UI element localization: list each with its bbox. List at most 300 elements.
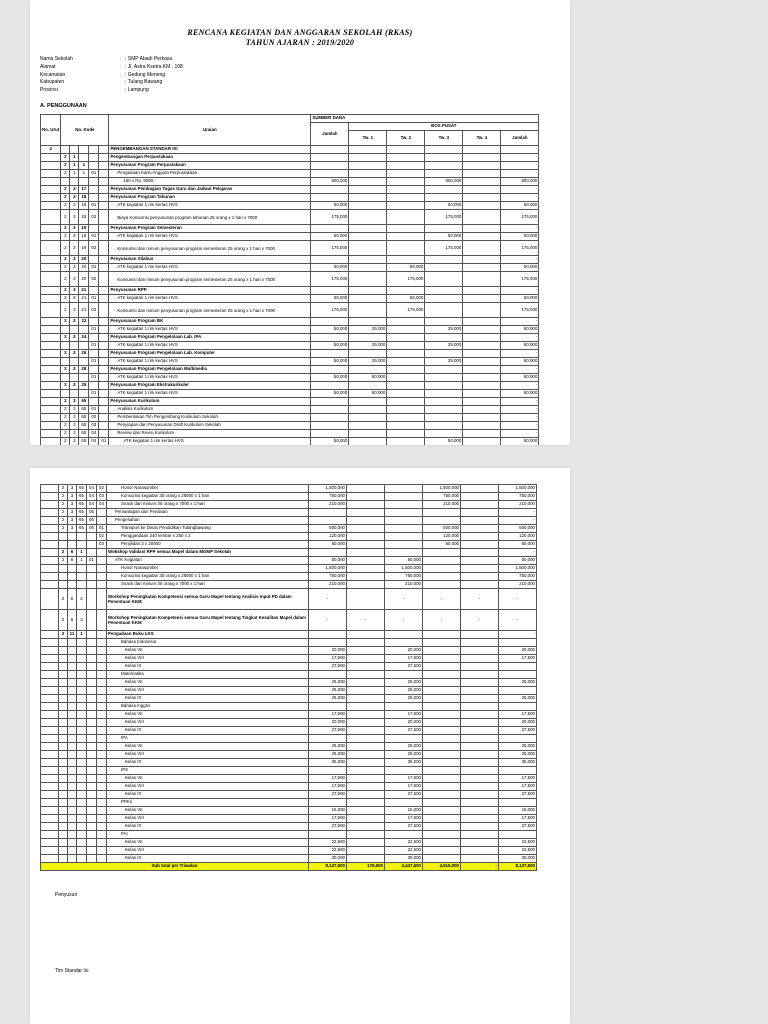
- cell-kode-5: [99, 382, 109, 390]
- cell-kode-5: 01: [97, 525, 107, 533]
- cell-tw4: [461, 533, 499, 541]
- cell-kode-3: [77, 647, 87, 655]
- cell-kode-1: 2: [59, 557, 68, 565]
- cell-kode-3: [79, 374, 89, 382]
- cell-kode-2: [68, 791, 77, 799]
- cell-kode-1: [59, 711, 68, 719]
- cell-kode-2: [68, 767, 77, 775]
- cell-tw1: [349, 225, 387, 233]
- cell-uraian: Transport ke Dinas Pendidikan Tulangbawang: [107, 525, 309, 533]
- cell-tw1: [349, 194, 387, 202]
- cell-tw3: 1,500,000: [423, 485, 461, 493]
- cell-tw2: [387, 350, 425, 358]
- table-row: [41, 225, 539, 233]
- cell-tw1: [347, 517, 385, 525]
- cell-tw1: [347, 759, 385, 767]
- cell-no-urut: [41, 719, 59, 727]
- cell-tw4: [463, 303, 501, 318]
- cell-kode-2: [68, 639, 77, 647]
- cell-tw2: [387, 146, 425, 154]
- cell-jumlah: [311, 414, 349, 422]
- cell-kode-1: [59, 855, 68, 863]
- cell-kode-2: [68, 679, 77, 687]
- cell-no-urut: [41, 639, 59, 647]
- cell-kode-3: [77, 799, 87, 807]
- cell-tw2: [385, 501, 423, 509]
- cell-kode-1: 2: [61, 162, 70, 170]
- cell-no-urut: [41, 256, 61, 264]
- cell-tw4: [461, 557, 499, 565]
- cell-tw2: [385, 541, 423, 549]
- cell-tw1: [349, 303, 387, 318]
- cell-kode-3: [77, 839, 87, 847]
- cell-tw3: 500,000: [423, 525, 461, 533]
- cell-jumlah: [309, 799, 347, 807]
- cell-tw4: [461, 703, 499, 711]
- cell-tw2: [385, 533, 423, 541]
- table-row: [41, 541, 537, 549]
- cell-kode-1: 2: [59, 509, 68, 517]
- cell-kode-2: 3: [70, 202, 79, 210]
- cell-tw4: [463, 256, 501, 264]
- cell-kode-5: [99, 154, 109, 162]
- cell-kode-1: [61, 146, 70, 154]
- cell-tw2: [387, 178, 425, 186]
- cell-tw1: [349, 318, 387, 326]
- cell-kode-1: [61, 374, 70, 382]
- cell-kode-3: 65: [77, 509, 87, 517]
- cell-kode-1: 2: [61, 170, 70, 178]
- cell-kode-1: [59, 647, 68, 655]
- cell-kode-3: [77, 695, 87, 703]
- cell-total: -: [499, 549, 537, 557]
- table-row: [41, 581, 537, 589]
- cell-uraian: Pemantapan dan Penilaian: [107, 509, 309, 517]
- cell-total: 210,000: [499, 501, 537, 509]
- cell-tw3: 50,000: [425, 233, 463, 241]
- table-row: [41, 366, 539, 374]
- cell-tw4: [463, 406, 501, 414]
- cell-kode-5: [99, 264, 109, 272]
- cell-tw3: [423, 799, 461, 807]
- cell-total: 22,500: [499, 839, 537, 847]
- cell-kode-1: [59, 847, 68, 855]
- cell-kode-5: [99, 398, 109, 406]
- cell-tw1: [347, 663, 385, 671]
- cell-kode-3: [77, 855, 87, 863]
- cell-uraian: Penyusunan Program Pengelolaan Multimedia: [109, 366, 311, 374]
- cell-no-urut: [41, 679, 59, 687]
- cell-kode-3: [77, 775, 87, 783]
- cell-tw1: [349, 295, 387, 303]
- cell-kode-5: [97, 719, 107, 727]
- cell-kode-4: [87, 719, 97, 727]
- cell-uraian: Kelas VIII: [107, 751, 309, 759]
- cell-tw3: [425, 256, 463, 264]
- cell-tw1: [347, 831, 385, 839]
- table-row: [41, 295, 539, 303]
- school-info-row: [40, 56, 183, 64]
- cell-kode-3: 65: [77, 517, 87, 525]
- cell-tw4: [461, 695, 499, 703]
- cell-uraian: Penyusunan Kurikulum: [109, 398, 311, 406]
- cell-kode-5: 03: [97, 541, 107, 549]
- cell-total: 20,000: [499, 719, 537, 727]
- cell-kode-5: [97, 679, 107, 687]
- cell-tw3: 750,000: [423, 493, 461, 501]
- cell-kode-4: [87, 589, 97, 610]
- cell-jumlah: 25,000: [309, 751, 347, 759]
- cell-kode-4: 01: [89, 342, 99, 350]
- cell-uraian: Penyusunan RPP: [109, 287, 311, 295]
- cell-total: 17,500: [499, 783, 537, 791]
- cell-total: 17,500: [499, 655, 537, 663]
- cell-jumlah: 750,000: [309, 493, 347, 501]
- table-row: [41, 210, 539, 225]
- subtotal-tw3: 4,515,000: [423, 863, 461, 871]
- school-info-value: : Lampung: [125, 87, 149, 94]
- cell-tw2: [387, 366, 425, 374]
- cell-kode-4: 06: [87, 517, 97, 525]
- cell-kode-3: 65: [79, 422, 89, 430]
- table-row: [41, 485, 537, 493]
- cell-tw3: [425, 303, 463, 318]
- cell-kode-2: [68, 823, 77, 831]
- table-row: [41, 256, 539, 264]
- cell-tw1: 25,000: [349, 326, 387, 334]
- cell-value: -: [309, 589, 347, 610]
- cell-kode-3: 19: [79, 225, 89, 233]
- cell-tw2: 30,000: [385, 855, 423, 863]
- cell-kode-1: [59, 533, 68, 541]
- cell-kode-3: [77, 581, 87, 589]
- cell-kode-5: [99, 256, 109, 264]
- school-info-label: Alamat: [40, 63, 56, 70]
- table-row: [41, 671, 537, 679]
- cell-tw3: [425, 295, 463, 303]
- cell-kode-4: [89, 318, 99, 326]
- cell-kode-5: [99, 342, 109, 350]
- cell-no-urut: [41, 759, 59, 767]
- cell-kode-1: [59, 807, 68, 815]
- cell-kode-3: 28: [79, 366, 89, 374]
- cell-kode-2: [68, 541, 77, 549]
- cell-jumlah: [311, 287, 349, 295]
- cell-tw1: [349, 202, 387, 210]
- cell-tw4: [463, 162, 501, 170]
- cell-tw4: [461, 687, 499, 695]
- cell-no-urut: [41, 735, 59, 743]
- table-row: [41, 727, 537, 735]
- cell-value: -: [499, 589, 537, 610]
- table-row: [41, 233, 539, 241]
- cell-tw3: [425, 390, 463, 398]
- cell-tw1: [347, 743, 385, 751]
- cell-kode-5: [97, 727, 107, 735]
- cell-kode-5: [99, 406, 109, 414]
- cell-tw1: [347, 735, 385, 743]
- cell-no-urut: [41, 233, 61, 241]
- table-row: [41, 186, 539, 194]
- cell-value: -: [423, 610, 461, 631]
- cell-kode-3: 17: [79, 186, 89, 194]
- cell-total: 500,000: [499, 525, 537, 533]
- table-row: [41, 695, 537, 703]
- cell-tw3: [423, 639, 461, 647]
- cell-uraian: Kelas VIII: [107, 719, 309, 727]
- cell-kode-3: [77, 573, 87, 581]
- cell-jumlah: 800,000: [311, 178, 349, 186]
- cell-kode-3: 20: [79, 264, 89, 272]
- cell-tw4: [461, 727, 499, 735]
- cell-tw4: [463, 390, 501, 398]
- cell-tw1: [349, 162, 387, 170]
- cell-no-urut: [41, 422, 61, 430]
- cell-uraian: Kelas VII: [107, 647, 309, 655]
- cell-kode-1: 2: [61, 287, 70, 295]
- cell-tw1: [347, 767, 385, 775]
- cell-uraian: ATK Kegiatan: [107, 557, 309, 565]
- cell-kode-4: 01: [89, 326, 99, 334]
- cell-kode-1: 2: [59, 610, 68, 631]
- cell-kode-4: 02: [89, 241, 99, 256]
- cell-no-urut: [41, 541, 59, 549]
- table-row: [41, 719, 537, 727]
- cell-total: -: [501, 170, 539, 178]
- cell-uraian: Penyusunan Pembagian Tugas Guru dan Jadwal Pelajaran: [109, 186, 311, 194]
- cell-kode-1: [59, 719, 68, 727]
- cell-tw4: [463, 225, 501, 233]
- cell-kode-4: [87, 679, 97, 687]
- cell-kode-5: [97, 767, 107, 775]
- cell-tw1: [347, 557, 385, 565]
- cell-total: -: [501, 334, 539, 342]
- table-row: [41, 655, 537, 663]
- cell-tw4: [461, 783, 499, 791]
- cell-kode-3: [79, 178, 89, 186]
- cell-kode-3: [77, 831, 87, 839]
- cell-kode-1: 2: [61, 186, 70, 194]
- cell-kode-5: [97, 639, 107, 647]
- section-heading: A. PENGGUNAAN: [40, 103, 87, 109]
- cell-kode-5: [99, 422, 109, 430]
- cell-no-urut: [41, 342, 61, 350]
- cell-jumlah: 25,000: [309, 695, 347, 703]
- table-row: [41, 422, 539, 430]
- cell-total: 50,000: [501, 295, 539, 303]
- cell-kode-1: [59, 581, 68, 589]
- cell-kode-3: [77, 783, 87, 791]
- table-row: [41, 751, 537, 759]
- cell-uraian: Kelas IX: [107, 695, 309, 703]
- cell-jumlah: [311, 334, 349, 342]
- cell-kode-5: [97, 847, 107, 855]
- cell-tw2: [387, 318, 425, 326]
- col-tw1: Tw. 1: [349, 131, 387, 146]
- cell-tw2: [387, 233, 425, 241]
- cell-tw1: [349, 398, 387, 406]
- cell-kode-3: [77, 703, 87, 711]
- cell-no-urut: [41, 767, 59, 775]
- cell-tw4: [461, 493, 499, 501]
- cell-kode-4: 04: [87, 501, 97, 509]
- cell-kode-1: [59, 751, 68, 759]
- table-row: [41, 382, 539, 390]
- cell-total: 17,500: [499, 775, 537, 783]
- cell-jumlah: 1,500,000: [309, 565, 347, 573]
- cell-tw2: [387, 162, 425, 170]
- cell-tw1: [347, 823, 385, 831]
- cell-total: 17,500: [499, 711, 537, 719]
- cell-no-urut: [41, 589, 59, 610]
- cell-no-urut: [41, 194, 61, 202]
- cell-total: -: [501, 398, 539, 406]
- cell-kode-1: 2: [59, 631, 68, 639]
- cell-kode-2: 3: [70, 256, 79, 264]
- cell-tw4: [463, 170, 501, 178]
- cell-jumlah: 20,000: [309, 719, 347, 727]
- cell-jumlah: [309, 671, 347, 679]
- cell-jumlah: [309, 703, 347, 711]
- cell-jumlah: 20,000: [309, 647, 347, 655]
- cell-total: 50,000: [499, 557, 537, 565]
- cell-kode-1: 2: [61, 264, 70, 272]
- cell-no-urut: [41, 557, 59, 565]
- cell-jumlah: 17,500: [309, 711, 347, 719]
- cell-tw1: [347, 679, 385, 687]
- cell-kode-4: [87, 847, 97, 855]
- cell-no-urut: [41, 303, 61, 318]
- cell-kode-2: [68, 695, 77, 703]
- cell-jumlah: [311, 162, 349, 170]
- table-row: [41, 663, 537, 671]
- cell-kode-3: [77, 759, 87, 767]
- cell-tw4: [463, 350, 501, 358]
- cell-tw1: [347, 655, 385, 663]
- cell-uraian: PAI: [107, 831, 309, 839]
- cell-tw1: [347, 751, 385, 759]
- cell-total: -: [501, 256, 539, 264]
- cell-kode-1: 2: [61, 414, 70, 422]
- cell-kode-5: 03: [97, 493, 107, 501]
- cell-uraian: PPKn: [107, 799, 309, 807]
- cell-tw4: [461, 501, 499, 509]
- cell-kode-1: 2: [61, 202, 70, 210]
- cell-kode-5: [97, 751, 107, 759]
- cell-kode-2: 3: [68, 509, 77, 517]
- cell-uraian: Kelas VII: [107, 679, 309, 687]
- cell-tw3: [423, 751, 461, 759]
- cell-no-urut: [41, 485, 59, 493]
- table-row: [41, 318, 539, 326]
- cell-tw2: [385, 767, 423, 775]
- cell-kode-1: 2: [61, 272, 70, 287]
- col-jumlah-total: Jumlah: [501, 131, 539, 146]
- cell-jumlah: 120,000: [309, 533, 347, 541]
- cell-tw1: [349, 186, 387, 194]
- cell-uraian: Kelas VIII: [107, 687, 309, 695]
- page-2: [30, 468, 570, 1024]
- cell-tw1: [347, 485, 385, 493]
- cell-kode-3: [79, 390, 89, 398]
- cell-uraian: Workshop Peningkatan Kompetensi semua Guru Mapel tentang Analisis Input PD dalam Penentuan KKM: [107, 589, 309, 610]
- cell-tw2: [385, 639, 423, 647]
- cell-kode-2: [68, 815, 77, 823]
- cell-tw2: 20,000: [385, 647, 423, 655]
- cell-total: 1,500,000: [499, 565, 537, 573]
- cell-kode-5: [97, 517, 107, 525]
- cell-kode-1: 2: [59, 501, 68, 509]
- cell-tw3: [423, 775, 461, 783]
- budget-table-page-1: [40, 114, 539, 445]
- cell-kode-3: [77, 719, 87, 727]
- cell-tw2: 27,500: [385, 791, 423, 799]
- cell-uraian: Konsumsi kegiatan 30 orang x 25000 x 1 hari: [107, 493, 309, 501]
- cell-kode-3: [77, 533, 87, 541]
- cell-no-urut: [41, 631, 59, 639]
- cell-kode-2: [68, 799, 77, 807]
- cell-tw4: [461, 751, 499, 759]
- cell-total: 175,000: [501, 241, 539, 256]
- cell-total: 27,500: [499, 727, 537, 735]
- cell-jumlah: 50,000: [311, 264, 349, 272]
- cell-total: [499, 767, 537, 775]
- cell-tw2: 15,000: [385, 807, 423, 815]
- cell-total: -: [499, 517, 537, 525]
- cell-kode-3: 18: [79, 194, 89, 202]
- cell-jumlah: [311, 256, 349, 264]
- cell-tw2: 175,000: [387, 272, 425, 287]
- col-tw4: Tw. 4: [463, 131, 501, 146]
- cell-no-urut: [41, 430, 61, 438]
- cell-jumlah: 175,000: [311, 210, 349, 225]
- cell-kode-2: 3: [70, 225, 79, 233]
- cell-kode-1: [59, 791, 68, 799]
- cell-kode-2: 3: [70, 186, 79, 194]
- cell-tw3: [425, 414, 463, 422]
- workshop-row: [41, 610, 537, 631]
- cell-total: 50,000: [501, 342, 539, 350]
- cell-kode-5: [99, 272, 109, 287]
- cell-kode-1: [59, 743, 68, 751]
- cell-tw4: [463, 295, 501, 303]
- cell-total: 35,000: [499, 759, 537, 767]
- cell-kode-3: [79, 358, 89, 366]
- cell-tw3: 25,000: [425, 342, 463, 350]
- cell-no-urut: [41, 533, 59, 541]
- cell-jumlah: 17,500: [309, 783, 347, 791]
- cell-kode-2: [68, 533, 77, 541]
- subtotal-tw1: 175,000: [347, 863, 385, 871]
- cell-uraian: Biaya Konsumsi penyusunan program tahunan 25 orang x 1 hari x 7000: [109, 210, 311, 225]
- table-row: [41, 565, 537, 573]
- cell-kode-5: [99, 366, 109, 374]
- table-row: [41, 791, 537, 799]
- cell-kode-1: [59, 695, 68, 703]
- cell-kode-2: 3: [70, 233, 79, 241]
- cell-tw1: [349, 210, 387, 225]
- cell-tw3: 175,000: [425, 210, 463, 225]
- cell-kode-1: [59, 783, 68, 791]
- cell-tw4: [463, 366, 501, 374]
- cell-kode-2: [68, 807, 77, 815]
- cell-tw1: [347, 639, 385, 647]
- cell-kode-4: [87, 687, 97, 695]
- cell-kode-1: [59, 815, 68, 823]
- cell-value: -: [461, 589, 499, 610]
- cell-jumlah: [311, 170, 349, 178]
- cell-kode-4: [87, 541, 97, 549]
